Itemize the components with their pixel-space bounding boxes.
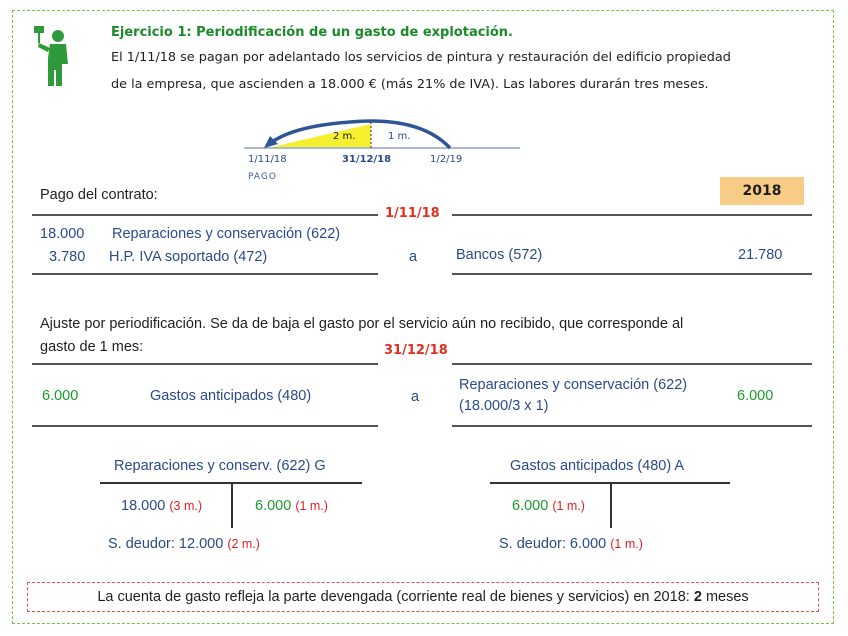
entry2-credit-amount: 6.000 (737, 388, 774, 404)
entry1-bottom-line-left (32, 273, 378, 275)
entry1-top-line-left (32, 214, 378, 216)
entry1-debit-account-1: Reparaciones y conservación (622) (112, 226, 341, 242)
t-account-1-debit-note: (3 m.) (169, 499, 203, 513)
t-account-1-balance-label: S. deudor: 12.000 (108, 536, 224, 552)
t-account-2-debit-amount: 6.000 (512, 498, 549, 514)
entry2-date: 31/12/18 (384, 343, 448, 358)
entry2-bottom-line-left (32, 425, 378, 427)
entry2-text-line-2: gasto de 1 mes: (40, 339, 144, 355)
exercise-title: Ejercicio 1: Periodificación de un gasto de explotación. (111, 25, 513, 40)
footer-bold-number: 2 (693, 589, 702, 605)
entry2-credit-account: Reparaciones y conservación (622) (459, 377, 688, 393)
entry2-text-line-1: Ajuste por periodificación. Se da de baja el gasto por el servicio aún no recibido, que corresponde al (40, 316, 684, 332)
entry1-date: 1/11/18 (385, 206, 440, 221)
footer-tail: meses (705, 589, 749, 605)
t-account-1-debit (121, 498, 202, 514)
timeline-pago-label: PAGO (248, 172, 277, 182)
entry2-top-line-left (32, 363, 378, 365)
entry2-debit-amount: 6.000 (42, 388, 79, 404)
entry2-a: a (411, 389, 420, 405)
footer-text: La cuenta de gasto refleja la parte devengada (corriente real de bienes y servicios) en 2018: (97, 589, 690, 605)
timeline-date-2: 31/12/18 (342, 154, 392, 165)
t-account-1-balance-note: (2 m.) (227, 537, 260, 551)
t-account-1-title: Reparaciones y conserv. (622) G (114, 458, 326, 474)
t-account-2-debit (512, 498, 585, 514)
entry1-debit-account-2: H.P. IVA soportado (472) (109, 249, 268, 265)
timeline-date-3: 1/2/19 (430, 154, 463, 165)
timeline-seg-1m: 1 m. (388, 131, 411, 142)
entry2-debit-account: Gastos anticipados (480) (150, 388, 312, 404)
t-account-2-balance (499, 536, 643, 552)
entry2-credit-note: (18.000/3 x 1) (459, 398, 549, 414)
timeline-diagram (240, 118, 530, 158)
exercise-line-1: El 1/11/18 se pagan por adelantado los servicios de pintura y restauración del edificio propiedad (111, 50, 731, 65)
entry1-debit-amount-2: 3.780 (49, 249, 86, 265)
entry2-top-line-right (452, 363, 812, 365)
t-account-2-balance-label: S. deudor: 6.000 (499, 536, 607, 552)
footer-summary (27, 582, 819, 612)
entry1-bottom-line-right (452, 273, 812, 275)
entry1-heading: Pago del contrato: (40, 187, 158, 203)
entry1-top-line-right (452, 214, 812, 216)
entry2-bottom-line-right (452, 425, 812, 427)
t-account-1-debit-amount: 18.000 (121, 498, 166, 514)
entry1-debit-amount-1: 18.000 (40, 226, 85, 242)
entry1-credit-account: Bancos (572) (456, 247, 543, 263)
timeline-seg-2m: 2 m. (333, 131, 356, 142)
t-account-1-balance (108, 536, 260, 552)
timeline-date-1: 1/11/18 (248, 154, 287, 165)
t-account-2-vline (610, 482, 612, 528)
t-account-2-title: Gastos anticipados (480) A (510, 458, 685, 474)
painter-icon (28, 24, 78, 88)
exercise-line-2: de la empresa, que ascienden a 18.000 € (más 21% de IVA). Las labores durarán tres meses. (111, 77, 709, 92)
t-account-1-credit (255, 498, 328, 514)
t-account-2-balance-note: (1 m.) (610, 537, 643, 551)
t-account-2-debit-note: (1 m.) (552, 499, 585, 513)
year-badge: 2018 (720, 177, 804, 205)
entry1-credit-amount: 21.780 (738, 247, 783, 263)
t-account-1-credit-note: (1 m.) (295, 499, 328, 513)
entry1-a: a (409, 249, 418, 265)
t-account-1-vline (231, 482, 233, 528)
t-account-1-credit-amount: 6.000 (255, 498, 292, 514)
